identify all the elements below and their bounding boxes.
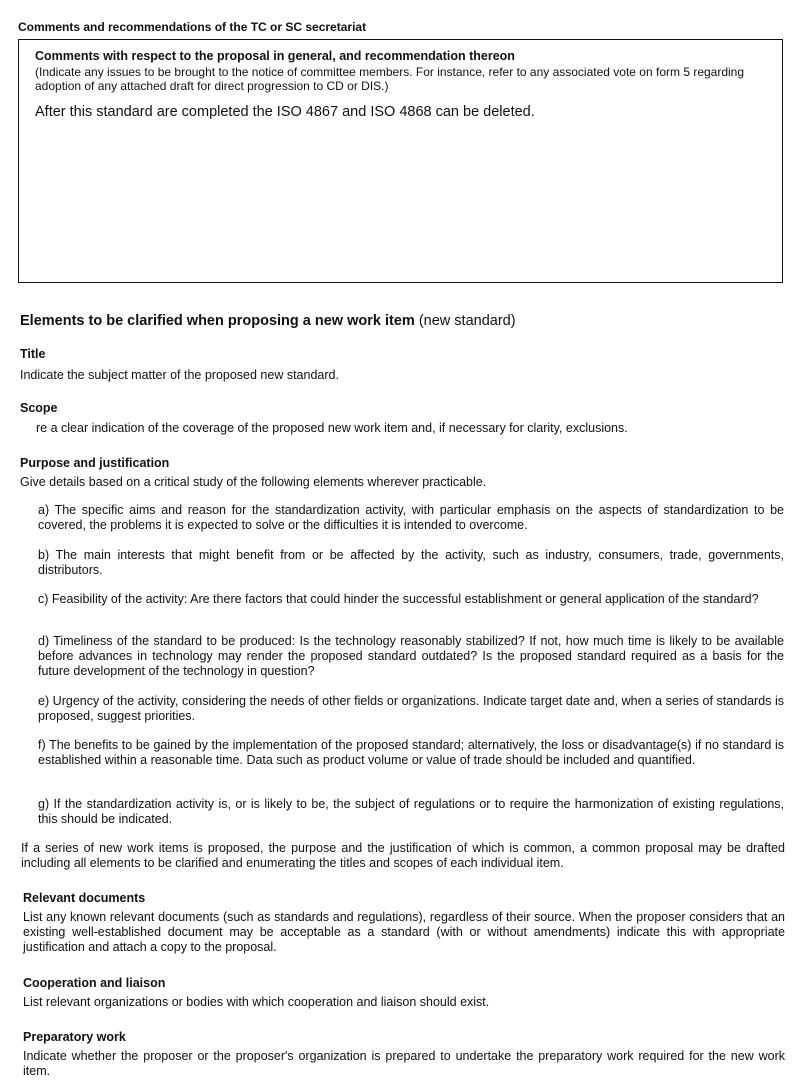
purpose-item-a: a) The specific aims and reason for the standardization activity, with particular emphasis on the aspects of standardization to be covered, the problems it is expected to solve or the difficulties it is intended to overcome. [38, 503, 784, 532]
purpose-item-d: d) Timeliness of the standard to be produced: Is the technology reasonably stabilized? If not, how much time is likely to be available before advances in technology may render the proposed standard outdated? Is the proposed standard required as a basis for the future development of the technology in question? [38, 634, 784, 678]
secretariat-heading: Comments and recommendations of the TC or SC secretariat [18, 20, 367, 34]
purpose-item-g: g) If the standardization activity is, or is likely to be, the subject of regulations or to require the harmonization of existing regulations, this should be indicated. [38, 797, 784, 826]
comment-box-text: After this standard are completed the ISO 4867 and ISO 4868 can be deleted. [35, 104, 535, 120]
preparatory-work-heading: Preparatory work [23, 1030, 126, 1044]
cooperation-text: List relevant organizations or bodies with which cooperation and liaison should exist. [23, 995, 490, 1009]
elements-heading-bold: Elements to be clarified when proposing a new work item [20, 313, 415, 329]
comment-box-instructions: (Indicate any issues to be brought to the notice of committee members. For instance, refer to any associated vote on form 5 regarding adoption of any attached draft for direct progression to CD or DIS.) [35, 65, 745, 93]
purpose-intro: Give details based on a critical study of the following elements wherever practicable. [20, 475, 487, 489]
purpose-item-c: c) Feasibility of the activity: Are there factors that could hinder the successful establishment or general application of the standard? [38, 592, 759, 606]
preparatory-work-text: Indicate whether the proposer or the proposer's organization is prepared to undertake the preparatory work required for the new work item. [23, 1049, 785, 1078]
scope-heading: Scope [20, 401, 58, 415]
purpose-heading: Purpose and justification [20, 456, 170, 470]
purpose-item-b: b) The main interests that might benefit from or be affected by the activity, such as industry, consumers, trade, governments, distributors. [38, 548, 784, 577]
scope-text: re a clear indication of the coverage of the proposed new work item and, if necessary for clarity, exclusions. [36, 421, 628, 435]
relevant-documents-text: List any known relevant documents (such as standards and regulations), regardless of their source. When the proposer considers that an existing well-established document may be acceptable as a standard (with or without amendments) indicate this with appropriate justification and attach a copy to the proposal. [23, 910, 785, 954]
relevant-documents-heading: Relevant documents [23, 891, 146, 905]
purpose-item-e: e) Urgency of the activity, considering the needs of other fields or organizations. Indicate target date and, when a series of standards is proposed, suggest priorities. [38, 694, 784, 723]
cooperation-heading: Cooperation and liaison [23, 976, 166, 990]
comment-box-title: Comments with respect to the proposal in general, and recommendation thereon [35, 49, 515, 63]
series-note: If a series of new work items is proposed, the purpose and the justification of which is common, a common proposal may be drafted including all elements to be clarified and enumerating the titles and scopes of each individual item. [21, 841, 785, 870]
elements-heading [20, 313, 516, 329]
elements-heading-rest: (new standard) [414, 313, 516, 329]
comment-box [18, 39, 783, 283]
title-text: Indicate the subject matter of the proposed new standard. [20, 368, 339, 382]
title-heading: Title [20, 347, 46, 361]
purpose-item-f: f) The benefits to be gained by the implementation of the proposed standard; alternatively, the loss or disadvantage(s) if no standard is established within a reasonable time. Data such as product volume or value of trade should be included and quantified. [38, 738, 784, 767]
